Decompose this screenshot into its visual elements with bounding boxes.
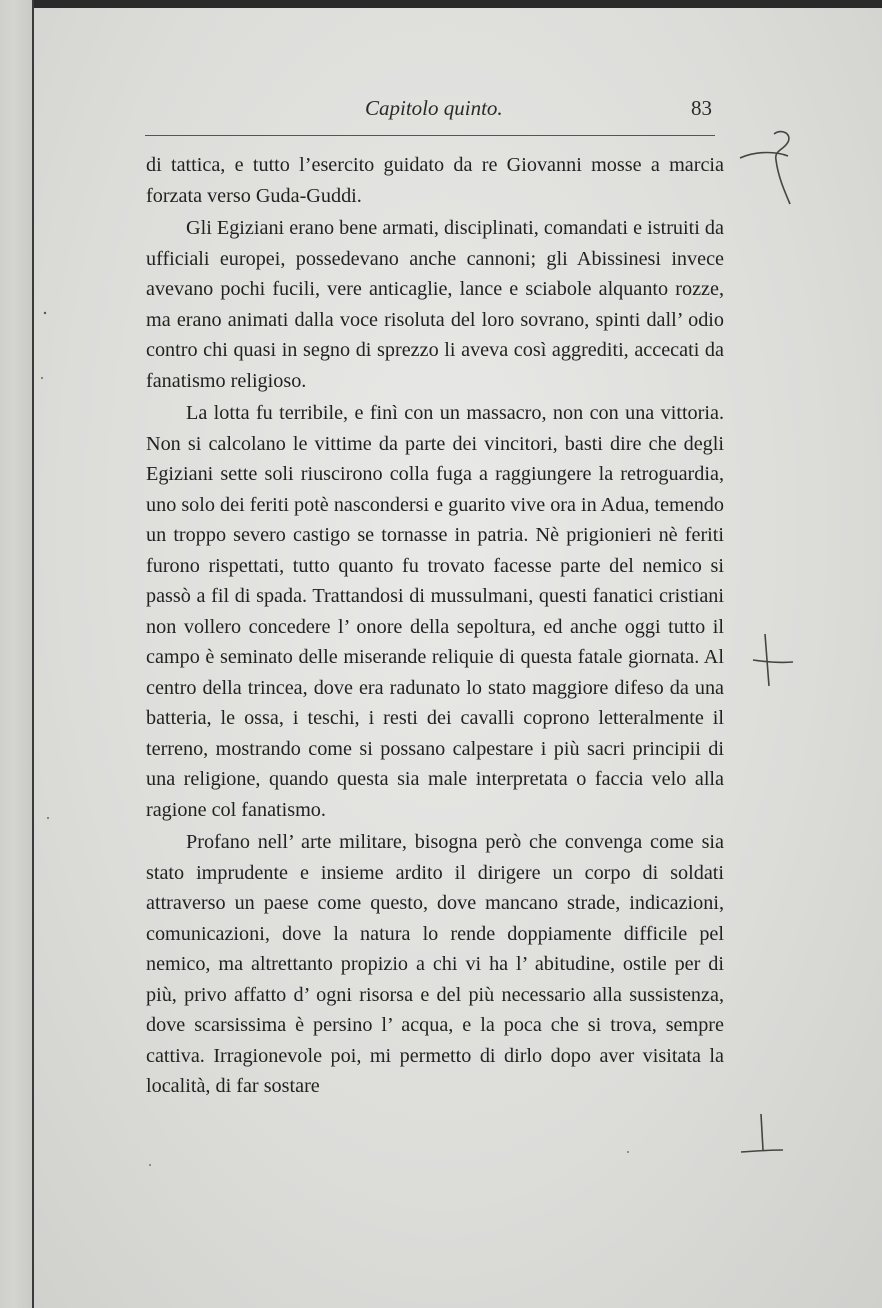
paragraph-4: Profano nell’ arte militare, bisogna però che convenga come sia stato imprudente e insieme ardito il dirigere un corpo di soldati attraverso un paese come questo, dove mancano strade, indicazioni, comunicazioni, dove la natura lo rende doppiamente difficile pel nemico, ma altrettanto propizio a chi vi ha l’ abitudine, ostile per di più, privo affatto d’ ogni risorsa e del più necessario alla sussistenza, dove scarsissima è persino l’ acqua, e la poca che si trova, sempre cattiva. Irragionevole poi, mi permetto di dirlo dopo aver visitata la località, di far sostare <box>146 831 724 1097</box>
paragraph-1: di tattica, e tutto l’esercito guidato da re Giovanni mosse a marcia forzata verso Guda-Guddi. <box>146 154 724 207</box>
page-number: 83 <box>691 96 712 120</box>
running-title: Capitolo quinto. <box>365 96 503 120</box>
paragraph-2: Gli Egiziani erano bene armati, disciplinati, comandati e istruiti da ufficiali europei, possedevano anche cannoni; gli Abissinesi invece avevano pochi fucili, vere anticaglie, lance e sciabole alquanto rozze, ma erano animati dalla voce risoluta del loro sovrano, spinti dall’ odio contro chi quasi in segno di sprezzo li aveva così aggrediti, accecati da fanatismo religioso. <box>146 217 724 392</box>
paragraph-3: La lotta fu terribile, e finì con un massacro, non con una vittoria. Non si calcolano le vittime da parte dei vincitori, basti dire che degli Egiziani sette soli riuscirono colla fuga a raggiungere la retroguardia, uno solo dei feriti potè nascondersi e guarito vive ora in Adua, temendo un troppo severo castigo se tornasse in patria. Nè prigionieri nè feriti furono rispettati, tutto quanto fu trovato facesse parte del nemico si passò a fil di spada. Trattandosi di mussulmani, questi fanatici cristiani non vollero concedere l’ onore della sepoltura, ed anche oggi tutto il campo è seminato delle miserande reliquie di questa fatale giornata. Al centro della trincea, dove era radunato lo stato maggiore difeso da una batteria, le ossa, i teschi, i resti dei cavalli coprono letteralmente il terreno, mostrando come si possano calpestare i più sacri principii di una religione, quando questa sia male interpretata o faccia velo alla ragione col fanatismo. <box>146 402 724 821</box>
